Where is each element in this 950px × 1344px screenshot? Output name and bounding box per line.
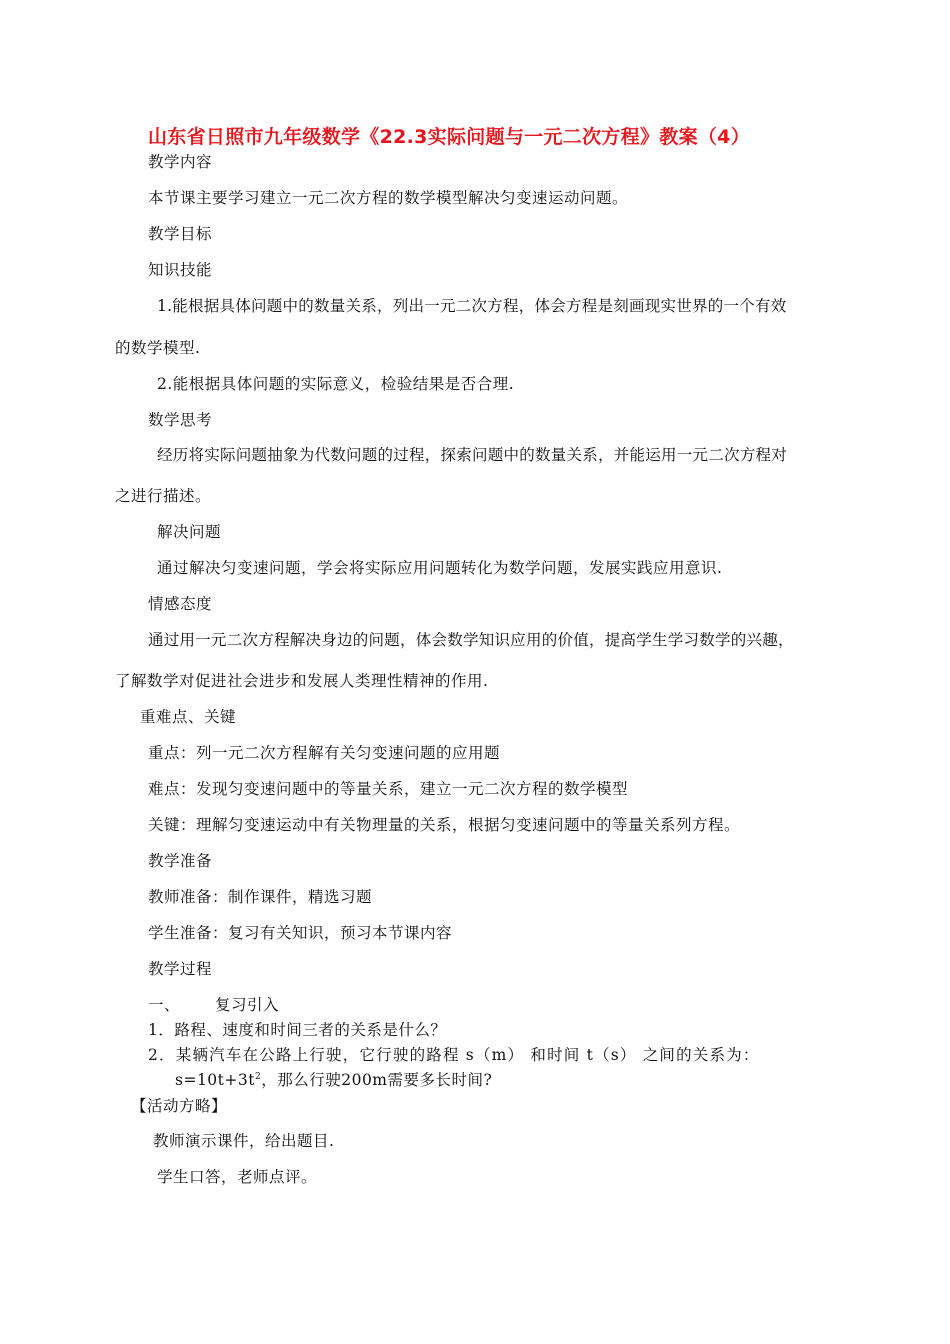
list-marker: 一、 <box>148 996 181 1014</box>
paragraph: 教师演示课件，给出题目. <box>153 1132 335 1150</box>
heading-knowledge: 知识技能 <box>148 261 213 279</box>
formula-exponent: 2 <box>254 1071 262 1082</box>
heading-content: 教学内容 <box>148 153 213 171</box>
formula-line <box>175 1070 492 1090</box>
paragraph: 之进行描述。 <box>115 487 212 505</box>
paragraph: 了解数学对促进社会进步和发展人类理性精神的作用. <box>115 672 489 690</box>
heading-activity: 【活动方略】 <box>131 1097 228 1115</box>
list-item: 2．某辆汽车在公路上行驶，它行驶的路程 s（m） 和时间 t（s） 之间的关系为： <box>148 1046 760 1064</box>
paragraph: 经历将实际问题抽象为代数问题的过程，探索问题中的数量关系，并能运用一元二次方程对 <box>157 446 788 464</box>
paragraph: 学生口答，老师点评。 <box>157 1168 318 1186</box>
formula: s=10t+3t <box>175 1071 255 1089</box>
page-title: 山东省日照市九年级数学《22.3实际问题与一元二次方程》教案（4） <box>148 126 750 148</box>
subheading-review: 复习引入 <box>215 996 280 1014</box>
heading-key-points: 重难点、关键 <box>140 708 237 726</box>
heading-process: 教学过程 <box>148 960 213 978</box>
paragraph: 本节课主要学习建立一元二次方程的数学模型解决匀变速运动问题。 <box>148 189 629 207</box>
heading-thinking: 数学思考 <box>148 411 213 429</box>
list-item: 1．路程、速度和时间三者的关系是什么？ <box>148 1021 447 1039</box>
heading-attitude: 情感态度 <box>148 595 213 613</box>
paragraph: 通过用一元二次方程解决身边的问题，体会数学知识应用的价值，提高学生学习数学的兴趣， <box>148 631 794 649</box>
paragraph: 重点：列一元二次方程解有关匀变速问题的应用题 <box>148 744 501 762</box>
paragraph: 关键：理解匀变速运动中有关物理量的关系，根据匀变速问题中的等量关系列方程。 <box>148 816 741 834</box>
heading-objectives: 教学目标 <box>148 225 213 243</box>
paragraph: 学生准备：复习有关知识，预习本节课内容 <box>148 924 453 942</box>
heading-preparation: 教学准备 <box>148 852 213 870</box>
paragraph: 的数学模型. <box>115 339 201 357</box>
paragraph: 2.能根据具体问题的实际意义，检验结果是否合理. <box>157 375 515 393</box>
paragraph: 难点：发现匀变速问题中的等量关系，建立一元二次方程的数学模型 <box>148 780 629 798</box>
paragraph: 教师准备：制作课件，精选习题 <box>148 888 373 906</box>
paragraph: 1.能根据具体问题中的数量关系，列出一元二次方程，体会方程是刻画现实世界的一个有效 <box>157 297 787 315</box>
paragraph: 通过解决匀变速问题，学会将实际应用问题转化为数学问题，发展实践应用意识. <box>157 559 723 577</box>
heading-problem-solving: 解决问题 <box>157 523 222 541</box>
formula-question: ，那么行驶200m需要多长时间? <box>261 1071 493 1089</box>
